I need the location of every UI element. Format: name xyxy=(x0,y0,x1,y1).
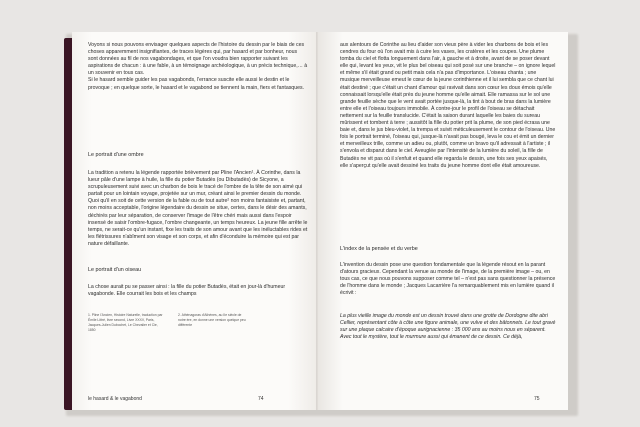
right-page xyxy=(318,32,568,410)
section-heading-index: L'index de la pensée et du verbe xyxy=(340,246,418,252)
right-paragraph-1: aux alentours de Corinthe au lieu d'aider son vieux père à vider les charbons de bois et les cendres du four où l'on avait mis à cuire les vases, les cratères et les coupes. Une plume tomba du ciel et flotta longuement dans l'air, à gauche et à droite, avant de se poser devant elle qui, levant les yeux, vit le plus bel oiseau qui soit posé sur une branche – on ignore lequel et même s'il était grand ou petit mais cela n'a pas d'importance. L'oiseau chanta ; une musique merveilleuse emeut le cœur de la jeune corinthienne et il lui sembla que ce chant lui était destiné ; que c'était un chant d'amour qui ravivait dans son cœur les doux émois qu'elle connaissait lorsqu'elle était près du jeune homme qu'elle aimait. Elle ramassa sur le sol une grande feuille sèche que le vent avait portée jusque-là, la tint à bout de bras dans la lumière entre elle et l'oiseau toujours immobile. À contre-jour le profil de l'oiseau se détachait nettement sur la feuille translucide. C'était la saison durant laquelle les baies du sureau mûrissent et tombent à terre ; aussitôt la fille du potier prit la plume, de son pied écrasa une baie et, dans le jus bleu-violet, la trempa et suivit méticuleusement le contour de l'oiseau. Une fois le portrait terminé, l'oiseau qui, jusque-là n'avait pas bougé, leva le cou et émit un dernier et merveilleux trille, comme un adieu ou, plutôt, comme un bravo qu'il adressait à l'artiste ; il s'envola et disparut dans le ciel. Aveuglée par l'intensité de la lumière du soleil, la fille de Butadès ne vit pas où il s'enfuit et quand elle regarda le dessin, une fois ses yeux apaisés, elle s'aperçut qu'elle avait dessiné les traits du jeune homme dont elle était amoureuse. xyxy=(340,42,556,169)
right-paragraph-2: L'invention du dessin pose une question fondamentale que la légende résout en la parant d'atours gracieux. Cependant la venue au monde de l'image, de la première image – ou, en tous cas, ce que nous pouvons supposer comme tel – n'est pas sans questionner la présence de l'homme dans le monde ; Jacques Lacarrière l'a remarquablement mis en lumière quand il écrivit : xyxy=(340,262,556,297)
lacarriere-quote: La plus vieille image du monde est un dessin trouvé dans une grotte de Dordogne dite abri Cellier, représentant côte à côte une figure animale, une vulve et des bâtonnets. Le tout gravé sur une plaque calcaire d'époque aurignacienne : 35 000 ans au moins nous en séparent. Avec tout le mystère, tout le murmure aussi qui émanent de ce dessin. Ce déjà, xyxy=(340,313,556,341)
section-heading-bird: Le portrait d'un oiseau xyxy=(88,267,142,273)
left-page xyxy=(72,32,318,410)
intro-paragraph: Voyons si nous pouvons envisager quelques aspects de l'histoire du dessin par le biais de ces choses apparemment insignifiantes, de traces légères qui, par hasard et par bonheur, nous sont données au fil de nos vagabondages, et que l'on voudra bien rapporter suivant les aspirations de chacun : à une fable, à un témoignage archéologique, à un précis technique,… à un souvenir en tous cas. xyxy=(88,42,308,77)
page-number-left: 74 xyxy=(258,396,264,402)
section-heading-shadow: Le portrait d'une ombre xyxy=(88,152,144,158)
section-bird-body: La chose aurait pu se passer ainsi : la fille du potier Butadès, était en jour-là d'humeur vagabonde. Elle courrait les bois et les champs xyxy=(88,284,286,298)
section-shadow-body: La tradition a retenu la légende rapportée brièvement par Pline l'Ancien¹. À Corinthe, dans la lueur pâle d'une lampe à huile, la fille du potier Butadès (ou Dibutadès) de Sicyone, a scrupuleusement suivi avec un charbon de bois le tracé de l'ombre de la tête de son aimé qui partait pour un lointain voyage, projetée sur un mur, créant ainsi le premier dessin du monde. Quoi qu'il en soit de cette version de la fable ou de tout autre² non moins fantaisiste et, partant, non moins acceptable, l'origine légendaire du dessin se situe, certes, dans le désir des amants, déchirés par leur séparation, de conserver l'image de l'être chéri mais aussi dans l'espoir insensé de saisir l'ombre-fugace, l'ombre changeante, un temps heureux. La jeune fille arrête le temps, ne serait-ce qu'un instant, fixe les traits de son amour avant que les inéluctables rides et les flétrissures n'abîment son visage et son corps, et afin d'éconduire la mémoire qui est par nature défaillante. xyxy=(88,170,308,247)
page-number-right: 75 xyxy=(534,396,540,402)
left-intro xyxy=(88,42,308,92)
footnote-1: 1. Pline l'Ancien, Histoire Naturelle, traduction par Émile Littré, livre second, Livre XXXV, Paris, Jacques-Julien Dubochet, Le Chevalier et Cie, 1850 xyxy=(88,313,163,332)
intro-paragraph-2: Si le hasard semble guider les pas vagabonds, l'errance suscite elle aussi le destin et le provoque ; en quelque sorte, le hasard et le vagabond se tiennent la main, fiers et fantasques. xyxy=(88,77,305,91)
footnote-2: 2. Athénagoras d'Athènes, au IIe siècle de notre ère, en donne une version quelque peu différente xyxy=(178,313,246,327)
running-footer-title: le hasard & le vagabond xyxy=(88,396,142,402)
